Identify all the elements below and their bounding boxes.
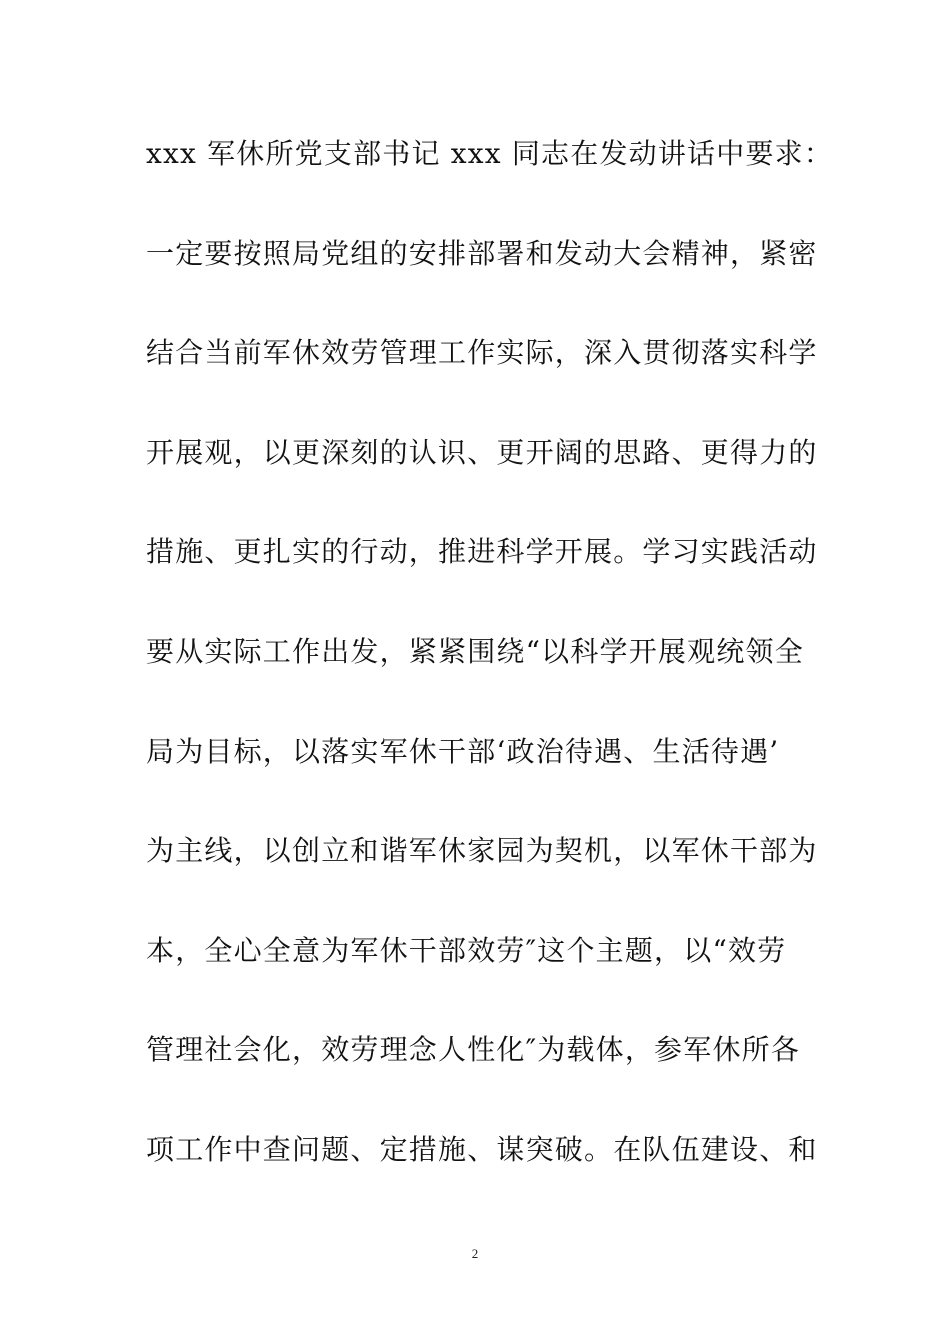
- text-line-2: 一定要按照局党组的安排部署和发动大会精神，紧密: [146, 236, 818, 270]
- text-line-7: 局为目标，以落实军休干部‘政治待遇、生活待遇’: [146, 734, 780, 768]
- text-line-4: 开展观，以更深刻的认识、更开阔的思路、更得力的: [146, 435, 818, 469]
- text-line-10: 管理社会化，效劳理念人性化″为载体，参军休所各: [146, 1033, 801, 1067]
- body-text: [146, 128, 834, 1224]
- text-line-9: 本，全心全意为军休干部效劳″这个主题，以“效劳: [146, 933, 787, 967]
- page-number: 2: [471, 1246, 479, 1261]
- text-line-11: 项工作中查问题、定措施、谋突破。在队伍建设、和: [146, 1132, 818, 1166]
- text-line-8: 为主线，以创立和谐军休家园为契机，以军休干部为: [146, 834, 818, 868]
- text-line-1: xxx 军休所党支部书记 xxx 同志在发动讲话中要求：: [146, 137, 834, 170]
- text-line-6: 要从实际工作出发，紧紧围绕“以科学开展观统领全: [146, 634, 804, 668]
- text-line-5: 措施、更扎实的行动，推进科学开展。学习实践活动: [146, 535, 818, 569]
- text-line-3: 结合当前军休效劳管理工作实际，深入贯彻落实科学: [146, 336, 818, 370]
